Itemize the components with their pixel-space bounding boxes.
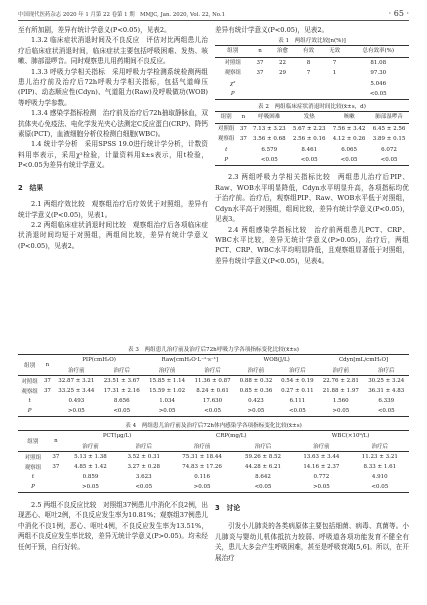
table-cell: 观察组	[21, 389, 38, 395]
table-cell: P	[230, 91, 235, 98]
table-row	[18, 482, 409, 493]
table3-subheader: 治疗前	[68, 368, 85, 374]
table-cell: 3.27 ± 0.28	[127, 464, 161, 470]
table-cell: 32.87 ± 3.21	[58, 378, 95, 384]
table1-header: 有效	[303, 48, 315, 55]
table-cell: 37	[43, 388, 51, 394]
table3-group-header: Cdyn[mL/cmH₂O]	[338, 357, 389, 363]
table-cell: 81.08	[370, 59, 387, 66]
table-cell: 30.25 ± 3.24	[368, 378, 405, 384]
table-cell: 5.13 ± 1.38	[74, 454, 107, 460]
table-cell: >0.05	[312, 484, 330, 490]
table-cell: 8.461	[301, 146, 318, 153]
table2-header: 咳嗽	[343, 114, 355, 121]
right-continuation: 差异有统计学意义(P<0.05)，见表2。	[215, 26, 329, 34]
table-cell: 37	[52, 454, 60, 460]
table-cell: 0.85 ± 0.36	[239, 388, 273, 394]
table-row	[215, 145, 409, 155]
table-cell: 4.85 ± 1.42	[74, 464, 107, 470]
table-cell: 6.072	[381, 146, 397, 153]
table4-subheader: 治疗后	[135, 444, 152, 450]
table-cell: 7	[306, 70, 311, 77]
table-cell: <0.05	[288, 408, 306, 414]
table-cell: 0.493	[68, 398, 85, 404]
table-cell: 15.85 ± 1.14	[149, 378, 186, 384]
table2-caption: 表 2 两组临床症状消退时间比较(x̄±s，d)	[258, 104, 366, 111]
table-cell: 74.83 ± 17.26	[182, 464, 222, 470]
table4-header: n	[48, 431, 64, 452]
running-header	[18, 10, 409, 18]
table-cell: <0.05	[260, 157, 278, 164]
table-cell: <0.05	[380, 157, 398, 164]
table-cell: >0.05	[193, 484, 211, 490]
table-cell: <0.05	[371, 484, 389, 490]
table-cell: 37	[43, 378, 51, 384]
table2-header: n	[241, 114, 246, 121]
table-cell: 1.560	[332, 398, 349, 404]
table4-caption: 表 4 两组患儿治疗前及治疗后72h体内感染学各项指标变化比较(x̄±s)	[125, 423, 302, 429]
journal-header: 中国现代医药杂志 2020 年 1 月第 22 卷第 1 期 MMJC, Jan. 2020, Vol. 22, No.1	[18, 12, 226, 18]
table-cell: 0.88 ± 0.32	[239, 378, 273, 384]
table3-subheader: 治疗后	[113, 368, 130, 374]
left-column	[18, 25, 208, 251]
table-cell: P	[224, 157, 229, 164]
table1-caption: 表 1 两组疗效比较[n(%)]	[278, 38, 346, 45]
table-row	[215, 123, 409, 134]
table-cell: 37	[52, 464, 60, 470]
table-cell: 7.56 ± 3.42	[332, 125, 366, 132]
table3-subheader: 治疗前	[332, 368, 350, 374]
table-cell: <0.05	[369, 91, 387, 98]
table-cell: 1	[332, 70, 337, 77]
table-cell: 对照组	[24, 455, 42, 461]
table-row	[215, 155, 409, 166]
right-column	[215, 25, 409, 266]
table2-header: 组别	[220, 114, 232, 121]
section-1-3-3: 1.3.3 呼吸力学相关指标 采用呼吸力学检测系统检测两组患儿治疗前及治疗后72h呼吸力学相关指标，包括气道峰压(PIP)、动态顺应性(Cdyn)、气道阻力(Raw)及呼吸做功(WOB)等呼吸力学参数。	[18, 67, 208, 107]
table-cell: P	[27, 408, 32, 414]
table-cell: 对照组	[21, 379, 38, 385]
table-cell: >0.05	[67, 408, 85, 414]
table-cell: 8.656	[113, 398, 130, 404]
table-cell: 22	[279, 59, 287, 66]
table1-header: 治愈	[277, 48, 289, 55]
table2-header: 呼吸困难	[258, 114, 281, 121]
table-cell: 3.89 ± 0.15	[372, 136, 406, 143]
table-cell: 6.45 ± 2.56	[372, 125, 406, 132]
table-cell: 0.772	[313, 474, 330, 480]
table-cell: 1.034	[159, 398, 175, 404]
table-cell: 75.31 ± 18.44	[182, 454, 222, 460]
table4-subheader: 治疗前	[82, 444, 99, 450]
table-cell: 0.116	[194, 474, 210, 480]
table-cell: 37	[239, 125, 247, 132]
table4-group-header: PCT(μg/L)	[102, 433, 132, 439]
table-cell: 0.859	[82, 474, 99, 480]
table1-header: 组别	[227, 48, 239, 55]
table-cell: 3.56 ± 0.68	[252, 136, 286, 143]
bottom-right-column	[215, 500, 409, 563]
table3	[18, 354, 409, 417]
section-1-4: 1.4 统计学分析 采用SPSS 19.0进行统计学分析，计数资料用率表示，采用χ²检验，计量资料用x̄±s表示，用t检验，P<0.05为差异有统计学意义。	[18, 140, 208, 170]
table-cell: 37	[256, 70, 264, 77]
bottom-left-column	[18, 500, 208, 552]
table-cell: 对照组	[224, 59, 241, 66]
table3-group-header: WOB(J/L)	[263, 357, 290, 363]
table-cell: >0.05	[82, 484, 99, 490]
table1-header: 无效	[328, 48, 340, 55]
table-cell: 29	[279, 70, 287, 77]
table-cell: 7	[332, 59, 337, 66]
table4-subheader: 治疗前	[193, 444, 211, 450]
table-cell: <0.05	[377, 408, 395, 414]
table-cell: 3.623	[135, 474, 152, 480]
discussion-paragraph: 引发小儿肺炎的各类病原体主要包括细菌、病毒、真菌等。小儿肺炎与婴幼儿机体抵抗力较弱、呼吸道各项功能发育不健全有关，患儿大多会产生呼吸困难，甚至是呼吸衰竭[5,6]。所以，在开展治疗	[215, 522, 409, 562]
table-cell: 3.52 ± 0.31	[127, 454, 161, 460]
table4-group-header: CRP(mg/L)	[215, 433, 247, 439]
table-row	[215, 68, 409, 78]
table3-group-header: PIP(cmH₂O)	[82, 357, 116, 363]
table3-caption: 表 3 两组患儿治疗前及治疗后72h呼吸力学各项指标变化比较(x̄±s)	[128, 347, 299, 353]
header-rule	[18, 20, 409, 21]
table-cell: 33.25 ± 3.44	[58, 388, 95, 394]
table-cell: <0.05	[340, 157, 358, 164]
section-2-2: 2.2 两组临床症状消退时间比较 观察组治疗后各项临床症状消退时间均短于对照组，两组间比较，差异有统计学意义(P<0.05)，见表2。	[18, 220, 208, 250]
table-cell: 44.28 ± 6.21	[244, 464, 282, 470]
table-cell: 37	[256, 59, 264, 66]
table-cell: 6.111	[289, 398, 306, 404]
table-cell: 22.76 ± 2.81	[322, 378, 359, 384]
table-cell: 97.30	[370, 70, 387, 77]
section-2-3: 2.3 两组呼吸力学相关指标比较 两组患儿治疗后PIP、Raw、WOB水平明显降低，Cdyn水平明显升高，各项指标均优于治疗前。治疗后，观察组PIP、Raw、WOB水平低于对照组，Cdyn水平高于对照组，组间比较，差异有统计学意义(P<0.05)，见表3。	[215, 173, 409, 224]
left-continuation: 至有所加剧，差异有统计学意义(P<0.05)，见表2。	[18, 26, 171, 34]
table-cell: 15.59 ± 1.02	[149, 388, 186, 394]
results-heading: 2 结果	[18, 183, 44, 192]
section-2-5: 2.5 两组不良反应比较 对照组37例患儿中消化不良2例，出现恶心、呕吐2例，不良反应发生率为10.81%；观察组37例患儿中消化不良1例，恶心、呕吐4例，不良反应发生率为13.51%，两组不良反应发生率比较，差异无统计学意义(P>0.05)。均未经任何干预，自行好转。	[18, 501, 208, 551]
table-cell: 11.36 ± 0.87	[194, 378, 231, 384]
table-cell: >0.05	[158, 408, 176, 414]
table-cell: 8.642	[255, 474, 271, 480]
section-1-3-4: 1.3.4 感染学指标检测 治疗前及治疗后72h抽取静脉血，双抗体夹心免疫法、电化学发光夹心法测定C反应蛋白(CRP)、降钙素原(PCT)，血液细胞分析仪检测白细胞(WBC)。	[18, 109, 208, 139]
table-cell: <0.05	[254, 484, 272, 490]
table-cell: 37	[239, 136, 247, 143]
table4-block	[18, 422, 409, 493]
table-cell: 4.12 ± 0.26	[332, 136, 366, 143]
table-cell: 8.24 ± 0.61	[196, 388, 229, 394]
table4-group-header: WBC(×10⁹/L)	[331, 433, 370, 439]
table-cell: 5.67 ± 2.23	[292, 125, 326, 132]
table4-subheader: 治疗前	[313, 444, 330, 450]
table1	[215, 45, 409, 100]
table-cell: 观察组	[217, 136, 235, 143]
table-cell: 2.56 ± 0.16	[292, 136, 326, 143]
table-row	[18, 452, 409, 463]
table-cell: t	[28, 398, 31, 404]
table-cell: 14.16 ± 2.37	[303, 464, 340, 470]
discussion-heading: 3 讨论	[215, 504, 241, 512]
table-cell: 观察组	[224, 70, 241, 77]
page-number: · 65 ·	[388, 9, 409, 18]
table3-subheader: 治疗后	[289, 368, 306, 374]
table1-header: n	[258, 48, 262, 55]
table-cell: >0.05	[332, 408, 350, 414]
section-2-1: 2.1 两组疗效比较 观察组治疗后疗效优于对照组，差异有统计学意义(P<0.05)，见表1。	[18, 200, 208, 219]
table-cell: 对照组	[217, 125, 235, 132]
table-cell: 36.31 ± 4.83	[368, 388, 405, 394]
table-cell: 5.046	[370, 80, 387, 87]
table3-block	[18, 346, 409, 417]
table-cell: t	[31, 474, 35, 480]
section-2-4: 2.4 两组感染学指标比较 治疗前两组患儿PCT、CRP、WBC水平比较，差异无统计学意义(P>0.05)，治疗后，两组PCT、CRP、WBC水平均明显降低，且观察组显著低于对照组，差异有统计学意义(P<0.05)，见表4。	[215, 225, 409, 265]
table-cell: 0.423	[248, 398, 264, 404]
table-cell: t	[225, 146, 228, 153]
table-cell: 6.339	[378, 398, 395, 404]
table-cell: 21.88 ± 1.97	[322, 388, 359, 394]
table-cell: 0.54 ± 0.19	[281, 378, 314, 384]
table1-header: 总有效率(%)	[362, 48, 394, 55]
table-cell: <0.05	[113, 408, 131, 414]
table-cell: <0.05	[300, 157, 318, 164]
table4	[18, 430, 409, 493]
table-cell: 0.27 ± 0.11	[281, 388, 314, 394]
table-row	[215, 57, 409, 68]
table3-subheader: 治疗后	[204, 368, 221, 374]
table-cell: 6.065	[341, 146, 357, 153]
table-cell: >0.05	[247, 408, 265, 414]
table3-group-header: Raw[cmH₂O·L⁻¹·s⁻¹]	[161, 357, 219, 363]
table-cell: 17.630	[202, 398, 223, 404]
table-cell: χ²	[229, 80, 236, 87]
table-cell: 7.13 ± 3.23	[252, 125, 286, 132]
table-row	[18, 472, 409, 482]
table3-subheader: 治疗后	[377, 368, 395, 374]
table-cell: P	[31, 484, 35, 490]
table-cell: <0.05	[204, 408, 221, 414]
table-row	[18, 396, 409, 406]
table-cell: 11.23 ± 3.21	[361, 454, 398, 460]
table-row	[215, 89, 409, 100]
table-cell: 6.579	[261, 146, 278, 153]
table-row	[215, 134, 409, 144]
table-cell: 4.910	[371, 474, 388, 480]
table-row	[18, 386, 409, 396]
section-1-3-2: 1.3.2 临床症状消退时间及不良反应 评估对比两组患儿治疗后临床症状消退时间，临床症状主要包括呼吸困难、发热、咳嗽、肺部湿啰音。同时观察患儿用药期间不良反应。	[18, 36, 208, 66]
table-row	[18, 376, 409, 387]
table-cell: <0.05	[135, 484, 153, 490]
table-cell: 观察组	[24, 465, 42, 471]
table3-subheader: 治疗前	[247, 368, 265, 374]
table4-subheader: 治疗后	[371, 444, 389, 450]
table-cell: 13.63 ± 3.44	[303, 454, 340, 460]
table2-header: 肺部湿啰音	[375, 114, 403, 121]
table2	[215, 111, 409, 166]
table-cell: 59.26 ± 8.52	[244, 454, 282, 460]
table3-header: n	[41, 355, 53, 376]
table-row	[18, 462, 409, 472]
table4-header: 组别	[18, 431, 48, 452]
table-cell: 8.33 ± 1.61	[363, 464, 397, 470]
table3-header: 组别	[18, 355, 41, 376]
table-row	[18, 406, 409, 417]
table2-header: 发热	[303, 114, 315, 121]
table-cell: 8	[306, 59, 311, 66]
table-cell: 17.31 ± 2.16	[103, 388, 140, 394]
table-row	[215, 79, 409, 89]
table4-subheader: 治疗后	[254, 444, 272, 450]
table3-subheader: 治疗前	[158, 368, 176, 374]
table-cell: 23.51 ± 3.67	[103, 378, 140, 384]
